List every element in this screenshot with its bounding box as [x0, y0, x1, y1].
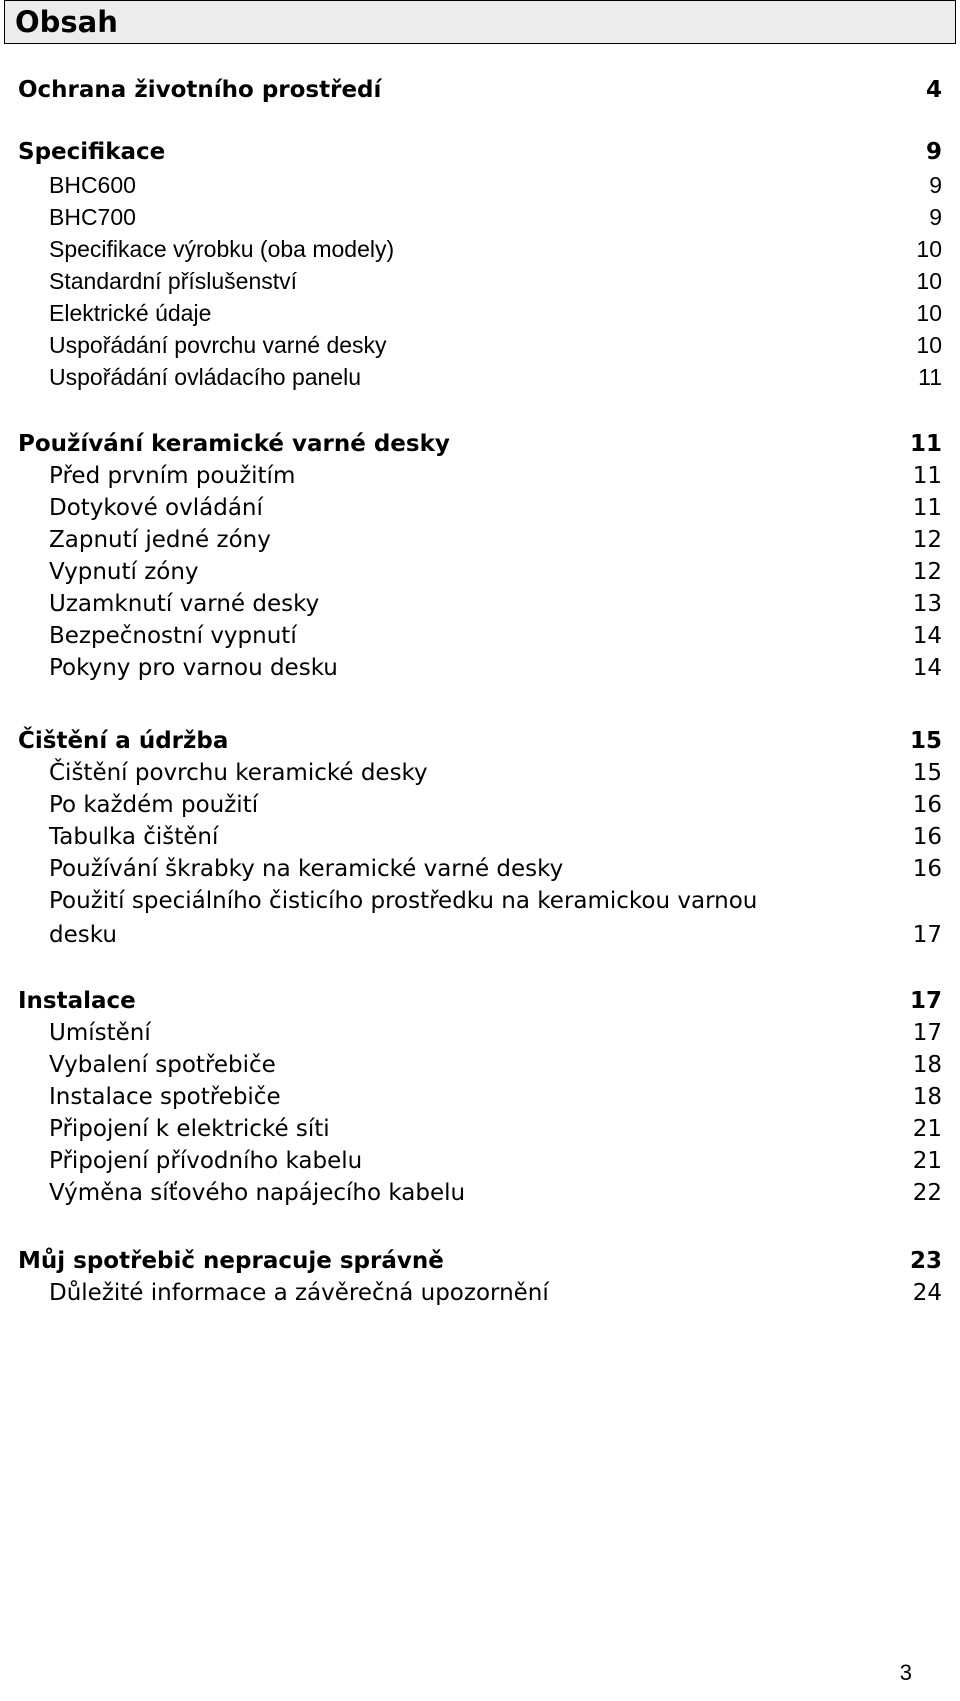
toc-heading-row[interactable] — [18, 726, 942, 756]
toc-entry-label: Používání škrabky na keramické varné desky — [49, 856, 564, 882]
toc-entry-label: BHC600 — [49, 172, 136, 198]
toc-entry-page: 16 — [912, 824, 942, 850]
toc-entry-label: Uspořádání povrchu varné desky — [49, 332, 387, 358]
toc-entry-page: 18 — [912, 1052, 942, 1078]
toc-entry-page: 22 — [912, 1180, 942, 1206]
toc-entry-page: 9 — [925, 139, 942, 165]
toc-entry-page: 11 — [918, 364, 942, 390]
toc-subentry-row[interactable] — [18, 589, 942, 619]
toc-entry-label: Uzamknutí varné desky — [49, 591, 320, 617]
toc-entry-page: 4 — [925, 77, 942, 103]
toc-subentry-row[interactable] — [18, 362, 942, 392]
toc-entry-page: 15 — [912, 760, 942, 786]
toc-entry-label: Instalace — [18, 988, 136, 1014]
toc-entry-page: 11 — [909, 431, 942, 457]
toc-heading-row[interactable] — [18, 137, 942, 167]
toc-entry-page: 10 — [916, 236, 942, 262]
toc-entry-label: Dotykové ovládání — [49, 495, 263, 521]
toc-entry-label: desku — [49, 922, 117, 948]
toc-subentry-row[interactable] — [18, 557, 942, 587]
toc-subentry-row[interactable] — [18, 886, 942, 916]
toc-entry-page: 23 — [909, 1248, 942, 1274]
toc-entry-label: Vypnutí zóny — [49, 559, 199, 585]
toc-subentry-row[interactable] — [18, 525, 942, 555]
toc-entry-label: Čištění povrchu keramické desky — [49, 760, 428, 786]
toc-entry-label: Uspořádání ovládacího panelu — [49, 364, 362, 390]
toc-subentry-row[interactable] — [18, 790, 942, 820]
toc-subentry-row[interactable] — [18, 621, 942, 651]
toc-entry-page: 12 — [912, 527, 942, 553]
toc-entry-label: Před prvním použitím — [49, 463, 296, 489]
toc-subentry-row[interactable] — [18, 758, 942, 788]
toc-subentry-row[interactable] — [18, 1278, 942, 1308]
toc-subentry-row[interactable] — [18, 330, 942, 360]
toc-subentry-row[interactable] — [18, 1178, 942, 1208]
toc-entry-label: Připojení k elektrické síti — [49, 1116, 330, 1142]
toc-subentry-row[interactable] — [18, 920, 942, 950]
toc-entry-label: Umístění — [49, 1020, 151, 1046]
toc-entry-label: Instalace spotřebiče — [49, 1084, 281, 1110]
toc-entry-page: 16 — [912, 856, 942, 882]
toc-subentry-row[interactable] — [18, 266, 942, 296]
page-title: Obsah — [15, 5, 118, 39]
toc-entry-page: 13 — [912, 591, 942, 617]
toc-subentry-row[interactable] — [18, 170, 942, 200]
toc-entry-label: Výměna síťového napájecího kabelu — [49, 1180, 466, 1206]
toc-subentry-row[interactable] — [18, 854, 942, 884]
toc-entry-page: 18 — [912, 1084, 942, 1110]
toc-entry-page: 14 — [912, 623, 942, 649]
toc-subentry-row[interactable] — [18, 1146, 942, 1176]
toc-entry-page: 12 — [912, 559, 942, 585]
toc-entry-page: 10 — [916, 300, 942, 326]
toc-entry-label: Důležité informace a závěrečná upozornění — [49, 1280, 549, 1306]
toc-subentry-row[interactable] — [18, 461, 942, 491]
toc-subentry-row[interactable] — [18, 202, 942, 232]
toc-subentry-row[interactable] — [18, 1050, 942, 1080]
title-box — [4, 0, 956, 44]
toc-subentry-row[interactable] — [18, 1114, 942, 1144]
toc-entry-label: Po každém použití — [49, 792, 259, 818]
toc-entry-label: Vybalení spotřebiče — [49, 1052, 276, 1078]
toc-entry-page: 21 — [912, 1116, 942, 1142]
toc-entry-page: 11 — [912, 495, 942, 521]
toc-entry-label: Připojení přívodního kabelu — [49, 1148, 363, 1174]
toc-subentry-row[interactable] — [18, 234, 942, 264]
toc-heading-row[interactable] — [18, 986, 942, 1016]
toc-subentry-row[interactable] — [18, 298, 942, 328]
toc-entry-label: BHC700 — [49, 204, 136, 230]
toc-entry-label: Použití speciálního čisticího prostředku na keramickou varnou — [49, 888, 758, 914]
toc-entry-label: Pokyny pro varnou desku — [49, 655, 338, 681]
toc-entry-label: Čištění a údržba — [18, 728, 229, 754]
toc-subentry-row[interactable] — [18, 493, 942, 523]
toc-entry-page: 17 — [912, 922, 942, 948]
toc-entry-page: 16 — [912, 792, 942, 818]
toc-subentry-row[interactable] — [18, 1082, 942, 1112]
toc-entry-page: 15 — [909, 728, 942, 754]
toc-entry-label: Používání keramické varné desky — [18, 431, 450, 457]
toc-entry-label: Elektrické údaje — [49, 300, 212, 326]
toc-entry-page: 10 — [916, 332, 942, 358]
toc-subentry-row[interactable] — [18, 822, 942, 852]
toc-entry-page: 21 — [912, 1148, 942, 1174]
toc-entry-page: 9 — [929, 204, 942, 230]
page-number: 3 — [899, 1660, 912, 1685]
toc-entry-page: 10 — [916, 268, 942, 294]
toc-heading-row[interactable] — [18, 1246, 942, 1276]
toc-entry-label: Tabulka čištění — [49, 824, 219, 850]
toc-entry-label: Můj spotřebič nepracuje správně — [18, 1248, 444, 1274]
toc-entry-label: Zapnutí jedné zóny — [49, 527, 271, 553]
toc-entry-page: 17 — [909, 988, 942, 1014]
toc-entry-page: 14 — [912, 655, 942, 681]
toc-entry-page: 24 — [912, 1280, 942, 1306]
toc-entry-page: 11 — [912, 463, 942, 489]
toc-entry-page: 9 — [929, 172, 942, 198]
toc-subentry-row[interactable] — [18, 653, 942, 683]
toc-entry-label: Ochrana životního prostředí — [18, 77, 382, 103]
toc-entry-label: Specifikace výrobku (oba modely) — [49, 236, 395, 262]
toc-entry-page: 17 — [912, 1020, 942, 1046]
toc-heading-row[interactable] — [18, 75, 942, 105]
toc-entry-label: Standardní příslušenství — [49, 268, 298, 294]
toc-heading-row[interactable] — [18, 429, 942, 459]
toc-entry-label: Specifikace — [18, 139, 166, 165]
toc-subentry-row[interactable] — [18, 1018, 942, 1048]
toc-entry-label: Bezpečnostní vypnutí — [49, 623, 297, 649]
